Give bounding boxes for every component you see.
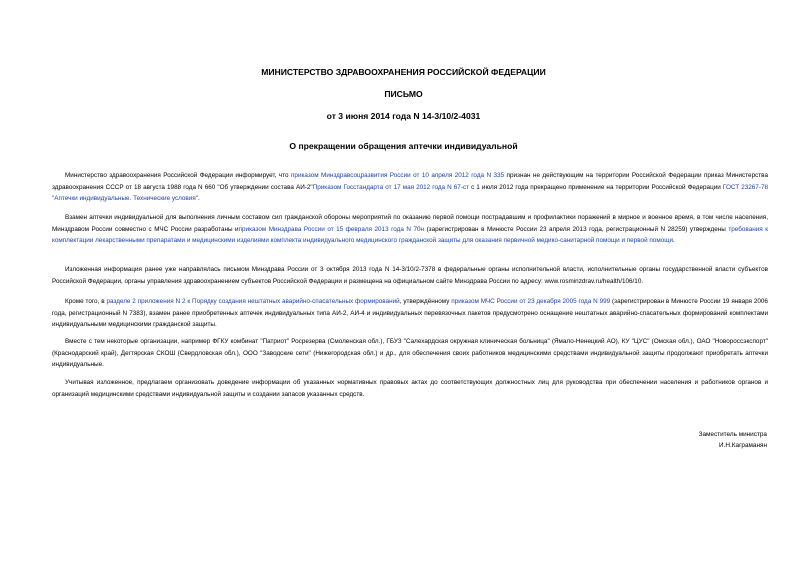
paragraph-text: Министерство здравоохранения Российской Федерации информирует, что xyxy=(65,172,291,179)
paragraph-text: Изложенная информация ранее уже направлялась письмом Минздрава России от 3 октября 2013 года N 14-3/10/2-7378 в федеральные органы исполнительной власти, исполнительные органы государственной власти субъектов Российской Федерации, органы управления здравоохранением субъектов Российской Федерации и размещена на официальном сайте Минздрава России по адресу: www.rosminzdrav.ru/health/106/10. xyxy=(52,266,768,285)
document-subject: О прекращении обращения аптечки индивидуальной xyxy=(289,141,518,151)
paragraph-text: (зарегистрирован в Минюсте России 19 января 2006 года, регистрационный N 7383), взамен ранее приобретенных аптечек индивидуальных типа АИ-2, АИ-4 и индивидуальных перевязочных пакетов предусмотрено оснащение нештатных аварийно-спасательных формирований комплектами индивидуальными медицинскими гражданской защиты. xyxy=(52,298,768,328)
ministry-title: МИНИСТЕРСТВО ЗДРАВООХРАНЕНИЯ РОССИЙСКОЙ ФЕДЕРАЦИИ xyxy=(261,67,546,77)
paragraph-text: Кроме того, в xyxy=(65,298,107,305)
link-order-70n[interactable]: приказом Минздрава России от 15 февраля 2013 года N 70н xyxy=(238,225,425,233)
paragraph-3 xyxy=(52,264,768,287)
paragraph-text: Вместе с тем некоторые организации, например ФГКУ комбинат "Патриот" Росрезерва (Смоленская обл.), ГБУЗ "Салехардская окружная клиническая больница" (Ямало-Ненецкий АО), КУ "ЦУС" (Омская обл.), ОАО "Новороссэкспорт" (Краснодарский край), Дегтярская СКОШ (Свердловская обл.), ООО "Заводские сети" (Нижегородская обл.) и др., для обеспечения своих работников медицинскими средствами индивидуальной защиты продолжают приобретать аптечки индивидуальные. xyxy=(52,338,768,368)
document-date-number: от 3 июня 2014 года N 14-3/10/2-4031 xyxy=(326,111,481,121)
paragraph-text: (зарегистрирован в Минюсте России 23 апреля 2013 года, регистрационный N 28259) утверждены xyxy=(424,225,729,233)
link-gost-23267-78[interactable]: ГОСТ 23267-78 "Аптечки индивидуальные. Технические условия" xyxy=(52,183,769,202)
signature-name: И.Н.Каграманян xyxy=(719,442,767,449)
paragraph-4 xyxy=(52,296,768,331)
link-section-2-appendix-2[interactable]: разделе 2 приложения N 2 к Порядку создания нештатных аварийно-спасательных формирований xyxy=(106,298,400,305)
paragraph-text: признан не действующим на территории Российской Федерации приказ Министерства здравоохранения СССР от 18 августа 1988 года N 660 "Об утверждении состава АИ-2" xyxy=(52,172,769,191)
paragraph-text: с 1 июля 2012 года прекращено применение на территории Российской Федерации xyxy=(469,183,723,191)
paragraph-text: Учитывая изложенное, предлагаем организовать доведение информации об указанных нормативных правовых актах до соответствующих должностных лиц для руководства при обеспечении населения и работников органов и организаций медицинскими средствами индивидуальной защиты и создании запасов указанных средств. xyxy=(52,379,768,398)
paragraph-text: , утверждённому xyxy=(399,298,452,305)
paragraph-5 xyxy=(52,336,768,371)
paragraph-text: Взамен аптечки индивидуальной для выполнения личным составом сил гражданской обороны мероприятий по оказанию первой помощи пострадавшим и профилактики поражений в мирное и военное время, в том числе населения, Минздравом России совместно с МЧС России разработаны и xyxy=(52,214,768,233)
link-order-67-st[interactable]: Приказом Госстандарта от 17 мая 2012 года N 67-ст xyxy=(312,183,470,191)
link-order-335[interactable]: приказом Минздравсоцразвития России от 10 апреля 2012 года N 335 xyxy=(291,172,505,179)
paragraph-1 xyxy=(52,170,768,205)
document-type: ПИСЬМО xyxy=(384,89,423,99)
paragraph-text: . xyxy=(198,195,200,202)
paragraph-6 xyxy=(52,377,768,400)
paragraph-2 xyxy=(52,212,768,247)
paragraph-text: . xyxy=(673,237,675,244)
link-order-999[interactable]: приказом МЧС России от 23 декабря 2005 года N 999 xyxy=(451,298,611,305)
link-requirements-kit[interactable]: требования к комплектации лекарственными препаратами и медицинскими изделиями комплекта индивидуального медицинского гражданской защиты для оказания первичной медико-санитарной помощи и первой помощи xyxy=(52,225,768,244)
signature-position: Заместитель министра xyxy=(698,431,767,438)
